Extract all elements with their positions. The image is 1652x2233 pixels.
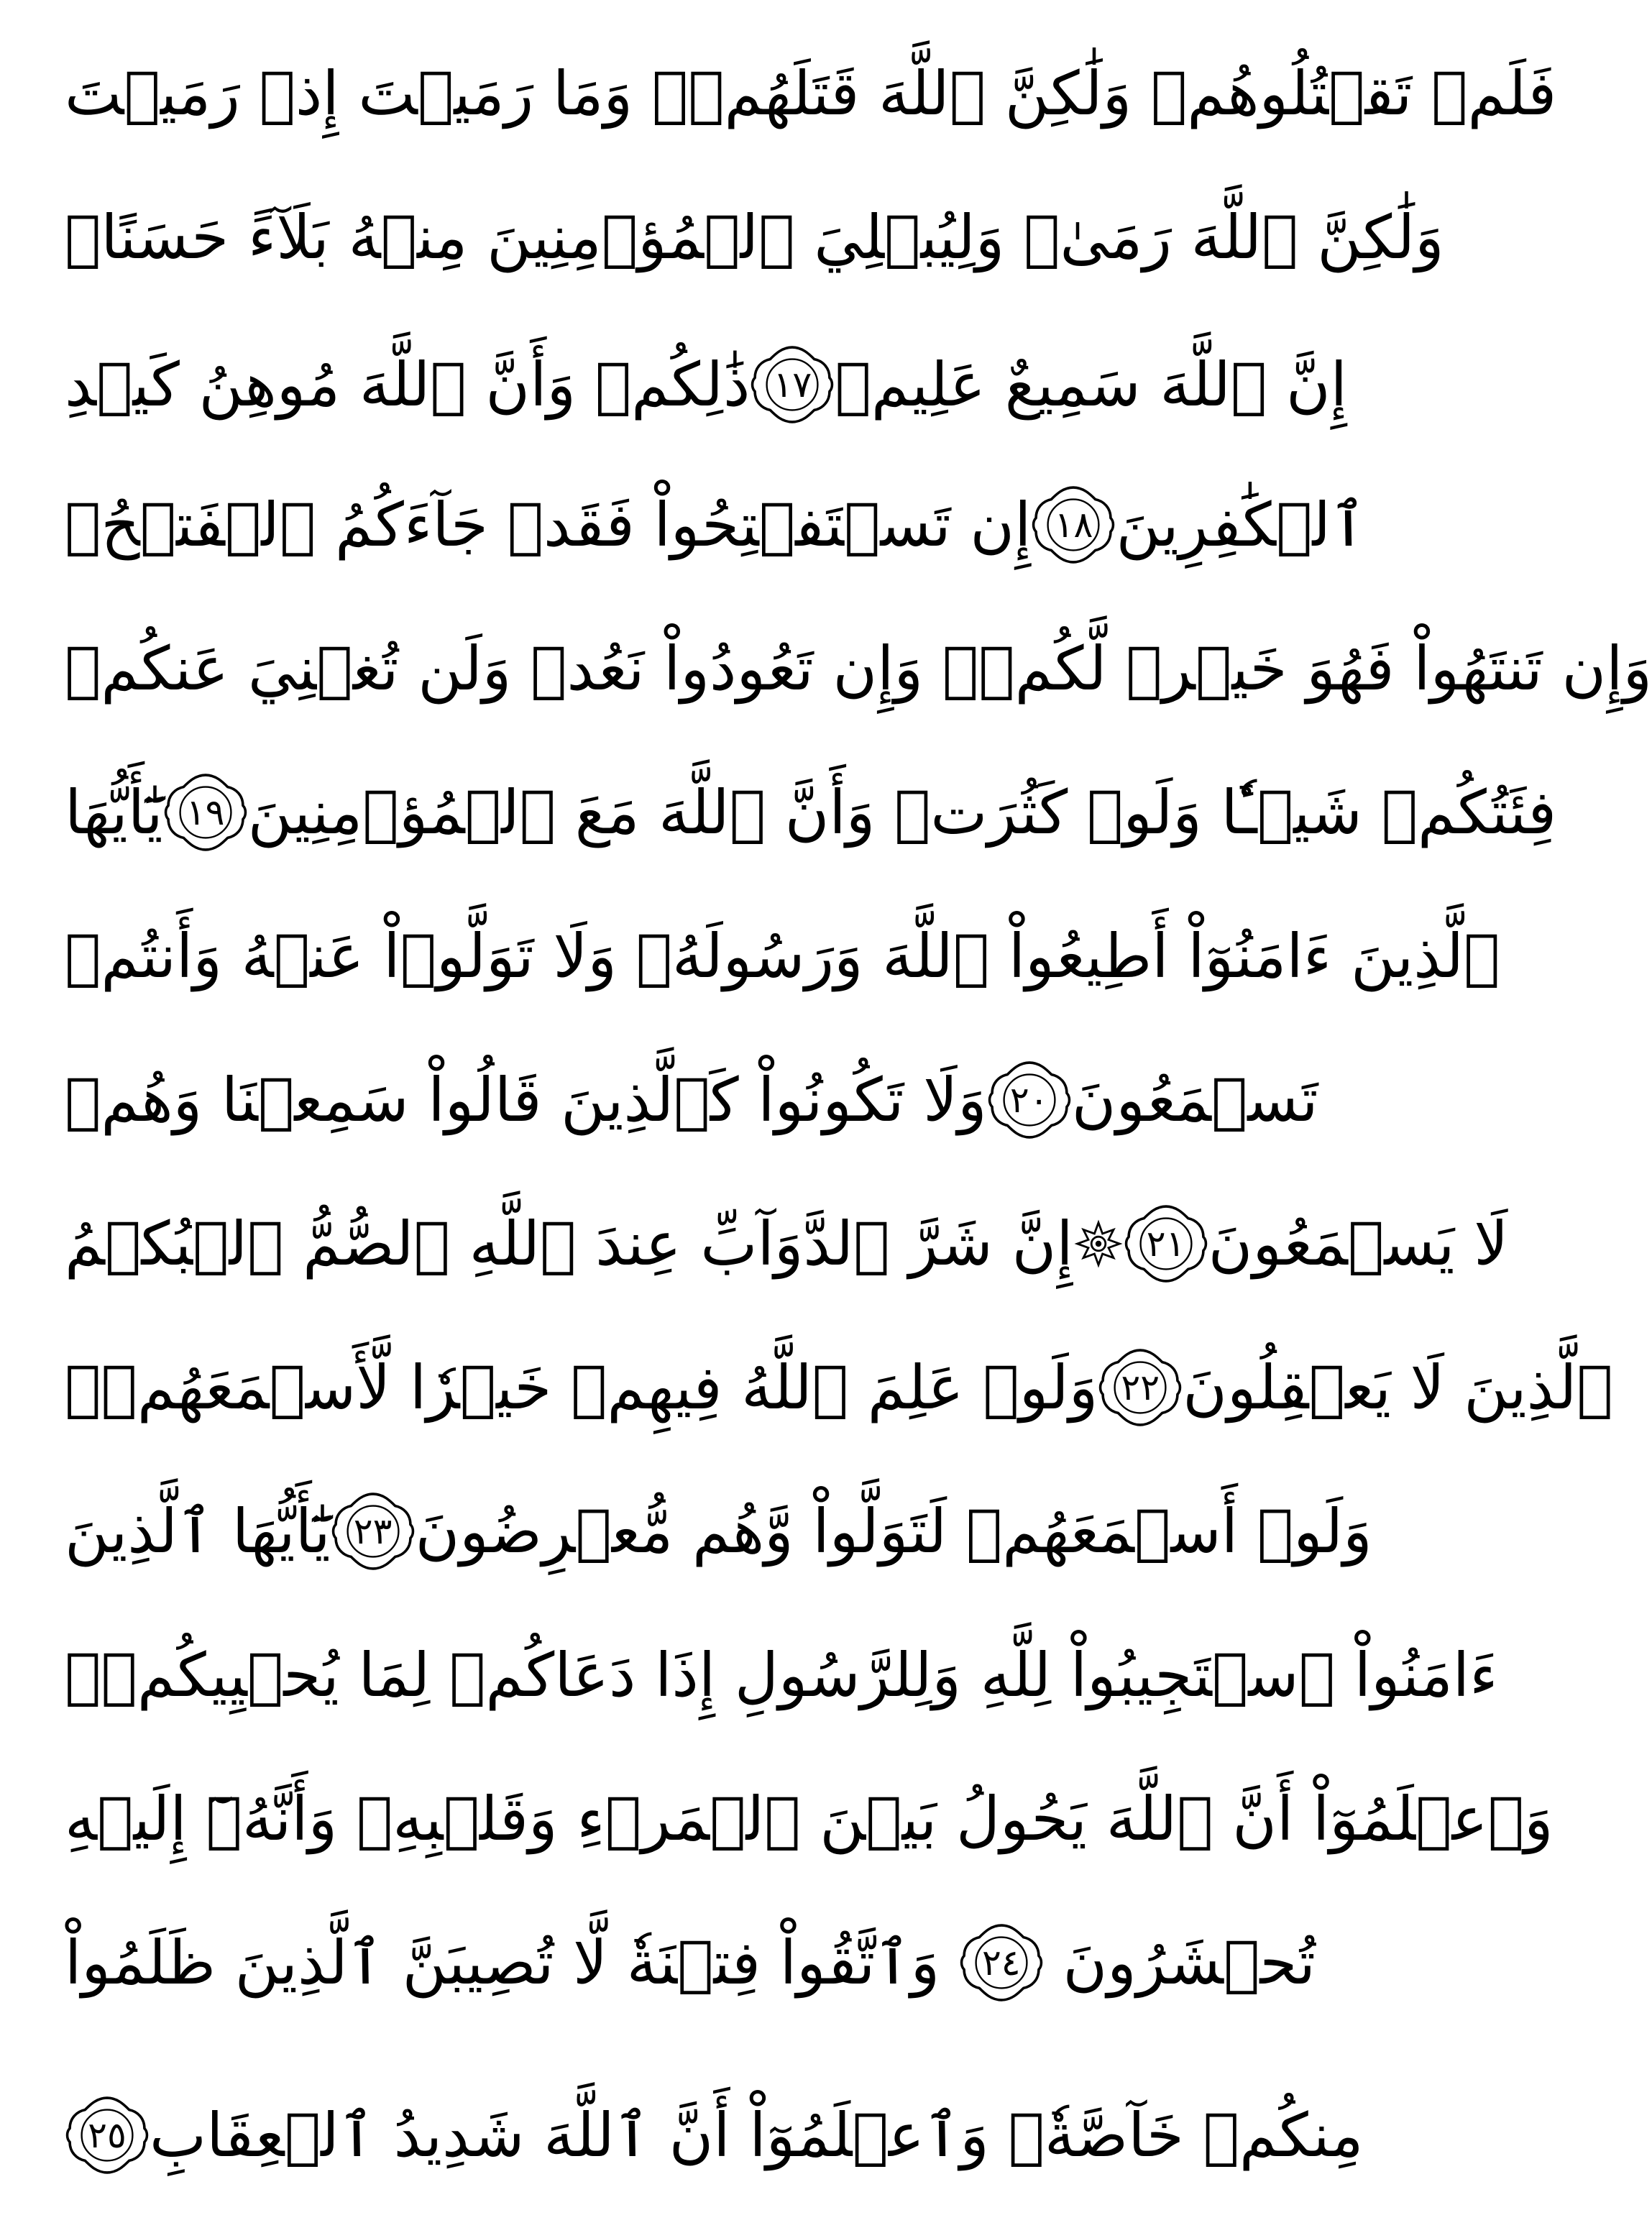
verse-text: وَلَوۡ أَسۡمَعَهُمۡ لَتَوَلَّواْ وَّهُم مُّعۡرِضُونَ — [415, 1496, 1372, 1567]
ayah-number-marker — [987, 1058, 1072, 1142]
ayah-number: ٢٢ — [1121, 1367, 1160, 1408]
hizb-marker-icon — [1073, 1219, 1124, 1269]
verse-text: ذَٰلِكُمۡ وَأَنَّ ٱللَّهَ مُوهِنُ كَيۡدِ — [65, 349, 751, 420]
verse-text: وَٱتَّقُواْ فِتۡنَةٗ لَّا تُصِيبَنَّ ٱلَّذِينَ ظَلَمُواْ — [65, 1927, 940, 1998]
ayah-number: ١٨ — [1054, 504, 1093, 546]
ayah-number: ٢٥ — [88, 2114, 127, 2156]
verse-text: وَلَوۡ عَلِمَ ٱللَّهُ فِيهِمۡ خَيۡرٗا لَّأَسۡمَعَهُمۡۖ — [65, 1352, 1098, 1423]
ayah-number: ٢٤ — [981, 1942, 1021, 1984]
verse-text: إِن تَسۡتَفۡتِحُواْ فَقَدۡ جَآءَكُمُ ٱلۡفَتۡحُۖ — [65, 490, 1032, 560]
text-line — [65, 1754, 1554, 1884]
verse-text: ٱلَّذِينَ لَا يَعۡقِلُونَ — [1183, 1352, 1613, 1423]
text-line — [65, 1323, 1613, 1452]
verse-text: يَٰٓأَيُّهَا — [65, 777, 163, 848]
verse-text: ٱلَّذِينَ ءَامَنُوٓاْ أَطِيعُواْ ٱللَّهَ وَرَسُولَهُۥ وَلَا تَوَلَّوۡاْ عَنۡهُ وَأَنتُمۡ — [65, 921, 1500, 991]
text-line — [65, 1179, 1509, 1308]
text-line — [65, 1035, 1316, 1165]
verse-text: ءَامَنُواْ ٱسۡتَجِيبُواْ لِلَّهِ وَلِلرَّسُولِ إِذَا دَعَاكُمۡ لِمَا يُحۡيِيكُمۡۖ — [65, 1640, 1498, 1710]
text-line — [65, 1898, 1316, 2027]
ayah-number-marker — [1031, 482, 1116, 567]
verse-text: يَٰٓأَيُّهَا ٱلَّذِينَ — [65, 1496, 331, 1567]
ayah-number: ٢١ — [1146, 1223, 1185, 1265]
text-line — [65, 2071, 1364, 2200]
text-line — [65, 748, 1557, 877]
verse-text: مِنكُمۡ خَآصَّةٗۖ وَٱعۡلَمُوٓاْ أَنَّ ٱللَّهَ شَدِيدُ ٱلۡعِقَابِ — [150, 2100, 1364, 2170]
ayah-number-marker — [959, 1920, 1044, 2005]
text-line — [65, 891, 1500, 1021]
verse-text: فِئَتُكُمۡ شَيۡـٔٗا وَلَوۡ كَثُرَتۡ وَأَنَّ ٱللَّهَ مَعَ ٱلۡمُؤۡمِنِينَ — [247, 777, 1557, 848]
ayah-number: ١٩ — [185, 792, 225, 833]
verse-text: فَلَمۡ تَقۡتُلُوهُمۡ وَلَٰكِنَّ ٱللَّهَ قَتَلَهُمۡۚ وَمَا رَمَيۡتَ إِذۡ رَمَيۡتَ — [65, 58, 1557, 129]
text-line — [65, 1610, 1498, 1740]
text-line — [65, 1467, 1372, 1596]
verse-text: وَٱعۡلَمُوٓاْ أَنَّ ٱللَّهَ يَحُولُ بَيۡنَ ٱلۡمَرۡءِ وَقَلۡبِهِۦ وَأَنَّهُۥٓ إِلَيۡهِ — [65, 1784, 1554, 1854]
verse-text: وَإِن تَنتَهُواْ فَهُوَ خَيۡرٞ لَّكُمۡۖ وَإِن تَعُودُواْ نَعُدۡ وَلَن تُغۡنِيَ عَنكُمۡ — [65, 633, 1652, 704]
ayah-number-marker — [1098, 1345, 1183, 1430]
ayah-number-marker — [163, 770, 248, 855]
verse-text: إِنَّ ٱللَّهَ سَمِيعٌ عَلِيمٞ — [835, 349, 1347, 420]
text-line — [65, 460, 1367, 590]
text-line — [65, 320, 1347, 449]
ayah-number: ١٧ — [773, 364, 812, 405]
ayah-number-marker — [750, 342, 835, 427]
verse-text: تَسۡمَعُونَ — [1071, 1065, 1318, 1135]
verse-text: وَلَٰكِنَّ ٱللَّهَ رَمَىٰۚ وَلِيُبۡلِيَ ٱلۡمُؤۡمِنِينَ مِنۡهُ بَلَآءً حَسَنًاۚ — [65, 202, 1444, 272]
text-line — [65, 29, 1557, 158]
ayah-number: ٢٣ — [353, 1510, 393, 1552]
text-line — [65, 604, 1652, 733]
ayah-number-marker — [1124, 1201, 1208, 1286]
ayah-number: ٢٠ — [1009, 1079, 1049, 1121]
ayah-number-marker — [65, 2093, 150, 2178]
verse-text: تُحۡشَرُونَ — [1063, 1927, 1316, 1998]
verse-text: إِنَّ شَرَّ ٱلدَّوَآبِّ عِندَ ٱللَّهِ ٱلصُّمُّ ٱلۡبُكۡمُ — [65, 1209, 1073, 1279]
ayah-number-marker — [331, 1489, 416, 1574]
verse-text: وَلَا تَكُونُواْ كَٱلَّذِينَ قَالُواْ سَمِعۡنَا وَهُمۡ — [65, 1065, 987, 1135]
text-line — [65, 173, 1444, 302]
verse-text: ٱلۡكَٰفِرِينَ — [1116, 490, 1367, 560]
verse-text: لَا يَسۡمَعُونَ — [1208, 1209, 1509, 1279]
